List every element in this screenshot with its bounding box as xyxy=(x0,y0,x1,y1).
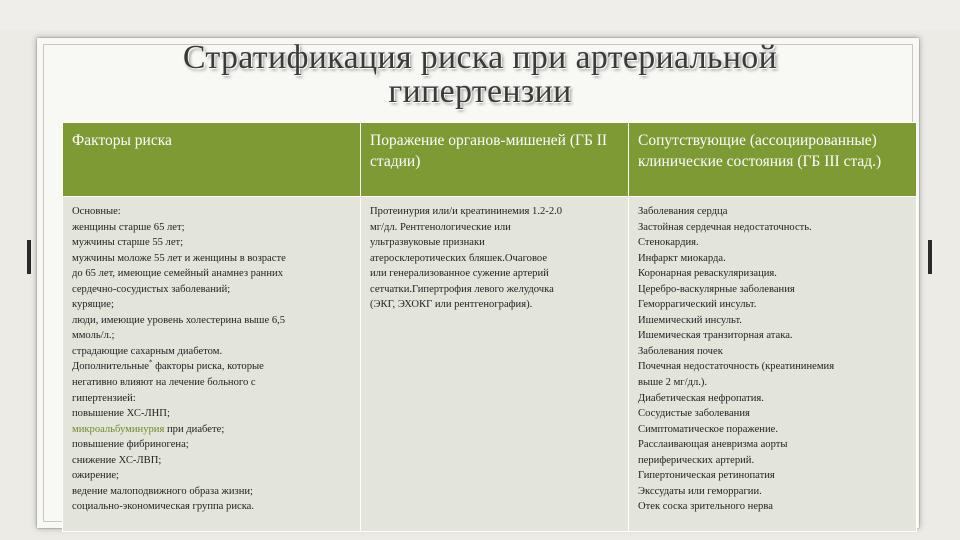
condition-line: Симптоматическое поражение. xyxy=(638,423,778,435)
risk-factor-line: до 65 лет, имеющие семейный анамнез ранних xyxy=(72,268,283,280)
condition-line: Геморрагический инсульт. xyxy=(638,299,757,311)
risk-factor-line: Основные: xyxy=(72,206,121,217)
header-risk-factors: Факторы риска xyxy=(63,123,361,197)
risk-factor-line: ммоль/л.; xyxy=(72,330,115,342)
body-row xyxy=(63,197,917,532)
condition-line: Ишемический инсульт. xyxy=(638,314,742,326)
organ-damage-line: атеросклеротических бляшек.Очаговое xyxy=(370,252,548,264)
background-top xyxy=(0,0,960,30)
header-target-organ-damage: Поражение органов-мишеней (ГБ II стадии) xyxy=(361,123,629,197)
condition-line: Расслаивающая аневризма аорты xyxy=(638,439,788,451)
risk-factor-line: мужчины моложе 55 лет и женщины в возрасте xyxy=(72,252,286,264)
header-associated-conditions: Сопутствующие (ассоциированные) клинические состояния (ГБ III стад.) xyxy=(629,123,917,197)
risk-factor-line: мужчины старше 55 лет; xyxy=(72,237,184,249)
organ-damage-line: Протеинурия или/и креатининемия 1.2-2.0 xyxy=(370,206,563,217)
organ-damage-line: ультразвуковые признаки xyxy=(370,237,485,249)
condition-line: Почечная недостаточность (креатининемия xyxy=(638,361,835,373)
condition-line: периферических артерий. xyxy=(638,454,755,466)
risk-factor-line: социально-экономическая группа риска. xyxy=(72,501,255,513)
condition-line: Сосудистые заболевания xyxy=(638,408,750,420)
risk-factor-line: повышение ХС-ЛНП; xyxy=(72,408,170,420)
additional-rest: факторы риска, которые xyxy=(152,361,264,373)
risk-factor-line: ожирение; xyxy=(72,470,120,482)
risk-factor-line xyxy=(72,422,354,438)
risk-factor-line: гипертензией: xyxy=(72,392,136,404)
slide-title-line-2: гипертензии xyxy=(388,73,572,110)
risk-factor-line xyxy=(72,359,354,375)
associated-conditions-cell xyxy=(629,197,917,532)
risk-factor-line: курящие; xyxy=(72,299,114,311)
risk-factor-line: женщины старше 65 лет; xyxy=(72,221,185,233)
edge-mark-right xyxy=(928,240,932,274)
condition-line: Отек соска зрительного нерва xyxy=(638,501,773,513)
risk-factor-line: сердечно-сосудистых заболеваний; xyxy=(72,283,231,295)
condition-line: Коронарная реваскуляризация. xyxy=(638,268,777,280)
edge-mark-left xyxy=(27,240,31,274)
target-organ-damage-cell xyxy=(361,197,629,532)
risk-factors-cell xyxy=(63,197,361,532)
condition-line: выше 2 мг/дл.). xyxy=(638,377,708,389)
condition-line: Инфаркт миокарда. xyxy=(638,252,726,264)
condition-line: Стенокардия. xyxy=(638,237,699,249)
diabetes-rest: при диабете; xyxy=(164,423,225,435)
risk-factor-line: ведение малоподвижного образа жизни; xyxy=(72,485,254,497)
organ-damage-line: сетчатки.Гипертрофия левого желудочка xyxy=(370,283,554,295)
condition-line: Заболевания почек xyxy=(638,345,723,357)
slide-title-line-1: Стратификация риска при артериальной xyxy=(182,39,778,76)
condition-line: Экссудаты или геморрагии. xyxy=(638,485,762,497)
condition-line: Церебро-васкулярные заболевания xyxy=(638,283,795,295)
risk-factor-line: страдающие сахарным диабетом. xyxy=(72,345,223,357)
condition-line: Гипертоническая ретинопатия xyxy=(638,470,775,482)
condition-line: Застойная сердечная недостаточность. xyxy=(638,221,812,233)
condition-line: Диабетическая нефропатия. xyxy=(638,392,764,404)
risk-factor-line: повышение фибриногена; xyxy=(72,439,189,451)
organ-damage-line: или генерализованное сужение артерий xyxy=(370,268,549,280)
condition-line: Заболевания сердца xyxy=(638,206,728,217)
footnote-mark: * xyxy=(148,358,153,367)
additional-label: Дополнительные xyxy=(72,361,149,373)
risk-table xyxy=(62,122,917,532)
risk-factor-line: люди, имеющие уровень холестерина выше 6,5 xyxy=(72,314,286,326)
header-row xyxy=(63,123,917,197)
risk-factor-line: негативно влияют на лечение больного с xyxy=(72,377,256,389)
organ-damage-line: (ЭКГ, ЭХОКГ или рентгенография). xyxy=(370,299,533,311)
slide-title xyxy=(90,41,870,109)
condition-line: Ишемическая транзиторная атака. xyxy=(638,330,793,342)
microalbuminuria-link[interactable]: микроальбуминурия xyxy=(72,423,165,435)
risk-factor-line: снижение ХС-ЛВП; xyxy=(72,454,162,466)
organ-damage-line: мг/дл. Рентгенологические или xyxy=(370,221,511,233)
